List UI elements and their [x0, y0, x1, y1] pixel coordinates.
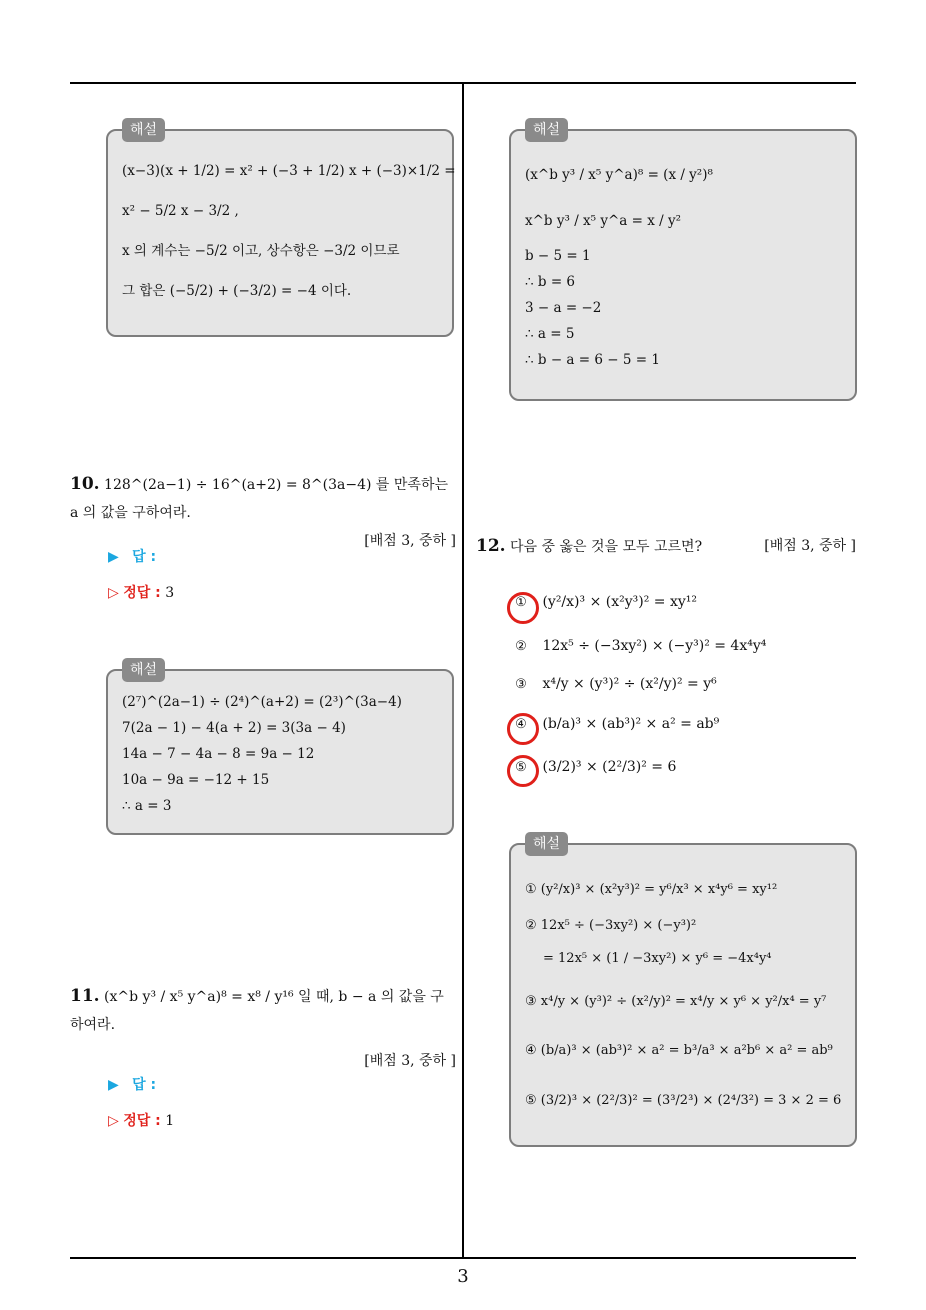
answer-label: 답 : — [132, 1077, 157, 1093]
solution-line: (x−3)(x + 1/2) = x² + (−3 + 1/2) x + (−3)×1/2 = — [122, 163, 456, 179]
option-expr: 12x⁵ ÷ (−3xy²) × (−y³)² = 4x⁴y⁴ — [542, 638, 767, 654]
correct-answer: 3 — [165, 585, 175, 601]
selected-circle-mark — [507, 713, 539, 745]
option-expr: (y²/x)³ × (x²y³)² = xy¹² — [542, 594, 697, 610]
option-number: ② — [515, 639, 527, 654]
solution-line: ③ x⁴/y × (y³)² ÷ (x²/y)² = x⁴/y × y⁶ × y²/x⁴ = y⁷ — [525, 994, 827, 1009]
solution-box-10 — [106, 662, 454, 835]
solution-line: ∴ a = 3 — [122, 798, 172, 814]
correct-line-11 — [108, 1110, 174, 1130]
question-number: 11. — [70, 986, 100, 1006]
question-text: 128^(2a−1) ÷ 16^(a+2) = 8^(3a−4) 를 만족하는 a 의 값을 구하여라. — [70, 477, 448, 521]
solution-line: (x^b y³ / x⁵ y^a)⁸ = (x / y²)⁸ — [525, 167, 713, 183]
outline-triangle-icon: ▷ — [108, 1113, 119, 1129]
option-number: ⑤ — [515, 760, 527, 775]
option-number: ③ — [515, 677, 527, 692]
option-expr: x⁴/y × (y³)² ÷ (x²/y)² = y⁶ — [542, 676, 717, 692]
solution-line: = 12x⁵ × (1 / −3xy²) × y⁶ = −4x⁴y⁴ — [543, 951, 772, 966]
question-number: 12. — [476, 536, 506, 556]
solution-line: x^b y³ / x⁵ y^a = x / y² — [525, 213, 682, 229]
correct-line-10 — [108, 582, 174, 602]
page-number: 3 — [457, 1266, 469, 1287]
bottom-rule — [70, 1257, 856, 1259]
question-score: [배점 3, 중하 ] — [364, 1053, 456, 1069]
solution-tag: 해설 — [122, 118, 165, 142]
triangle-icon: ▶ — [108, 549, 119, 565]
question-score: [배점 3, 중하 ] — [764, 538, 856, 554]
question-text: 다음 중 옳은 것을 모두 고르면? — [510, 539, 703, 555]
triangle-icon: ▶ — [108, 1077, 119, 1093]
question-10 — [70, 470, 456, 555]
solution-box-12 — [509, 836, 857, 1147]
solution-tag: 해설 — [525, 118, 568, 142]
option-expr: (b/a)³ × (ab³)² × a² = ab⁹ — [542, 716, 720, 732]
solution-tag: 해설 — [122, 658, 165, 682]
question-score: [배점 3, 중하 ] — [364, 533, 456, 549]
solution-line: x 의 계수는 −5/2 이고, 상수항은 −3/2 이므로 — [122, 243, 400, 259]
solution-line: (2⁷)^(2a−1) ÷ (2⁴)^(a+2) = (2³)^(3a−4) — [122, 694, 402, 710]
selected-circle-mark — [507, 755, 539, 787]
outline-triangle-icon: ▷ — [108, 585, 119, 601]
correct-answer: 1 — [165, 1113, 175, 1129]
solution-line: x² − 5/2 x − 3/2 , — [122, 203, 239, 219]
question-number: 10. — [70, 474, 100, 494]
option-number: ④ — [515, 717, 527, 732]
option-2[interactable] — [512, 638, 766, 656]
solution-line: ④ (b/a)³ × (ab³)² × a² = b³/a³ × a²b⁶ × a² = ab⁹ — [525, 1043, 833, 1058]
solution-box-prev — [509, 122, 857, 401]
option-1[interactable] — [512, 594, 697, 612]
solution-line: ∴ b = 6 — [525, 274, 576, 290]
solution-line: ② 12x⁵ ÷ (−3xy²) × (−y³)² — [525, 918, 697, 933]
correct-label: 정답 : — [123, 1113, 161, 1129]
question-12 — [476, 532, 856, 561]
solution-line: ∴ b − a = 6 − 5 = 1 — [525, 352, 660, 368]
question-11 — [70, 982, 456, 1075]
solution-line: 10a − 9a = −12 + 15 — [122, 772, 270, 788]
option-expr: (3/2)³ × (2²/3)² = 6 — [542, 759, 677, 775]
solution-box-9 — [106, 122, 456, 337]
option-3[interactable] — [512, 676, 717, 694]
solution-line: ∴ a = 5 — [525, 326, 575, 342]
answer-label: 답 : — [132, 549, 157, 565]
question-text: (x^b y³ / x⁵ y^a)⁸ = x⁸ / y¹⁶ 일 때, b − a 의 값을 구하여라. — [70, 989, 444, 1033]
solution-line: 7(2a − 1) − 4(a + 2) = 3(3a − 4) — [122, 720, 346, 736]
solution-line: 3 − a = −2 — [525, 300, 602, 316]
answer-line-11 — [108, 1074, 156, 1094]
selected-circle-mark — [507, 592, 539, 624]
column-divider — [462, 84, 464, 1258]
correct-label: 정답 : — [123, 585, 161, 601]
solution-line: ⑤ (3/2)³ × (2²/3)² = (3³/2³) × (2⁴/3²) = 3 × 2 = 6 — [525, 1093, 842, 1108]
answer-line-10 — [108, 546, 156, 566]
solution-line: 14a − 7 − 4a − 8 = 9a − 12 — [122, 746, 315, 762]
option-4[interactable] — [512, 716, 719, 734]
solution-line: b − 5 = 1 — [525, 248, 591, 264]
option-number: ① — [515, 595, 527, 610]
solution-line: 그 합은 (−5/2) + (−3/2) = −4 이다. — [122, 283, 352, 299]
solution-tag: 해설 — [525, 832, 568, 856]
solution-line: ① (y²/x)³ × (x²y³)² = y⁶/x³ × x⁴y⁶ = xy¹² — [525, 882, 778, 897]
